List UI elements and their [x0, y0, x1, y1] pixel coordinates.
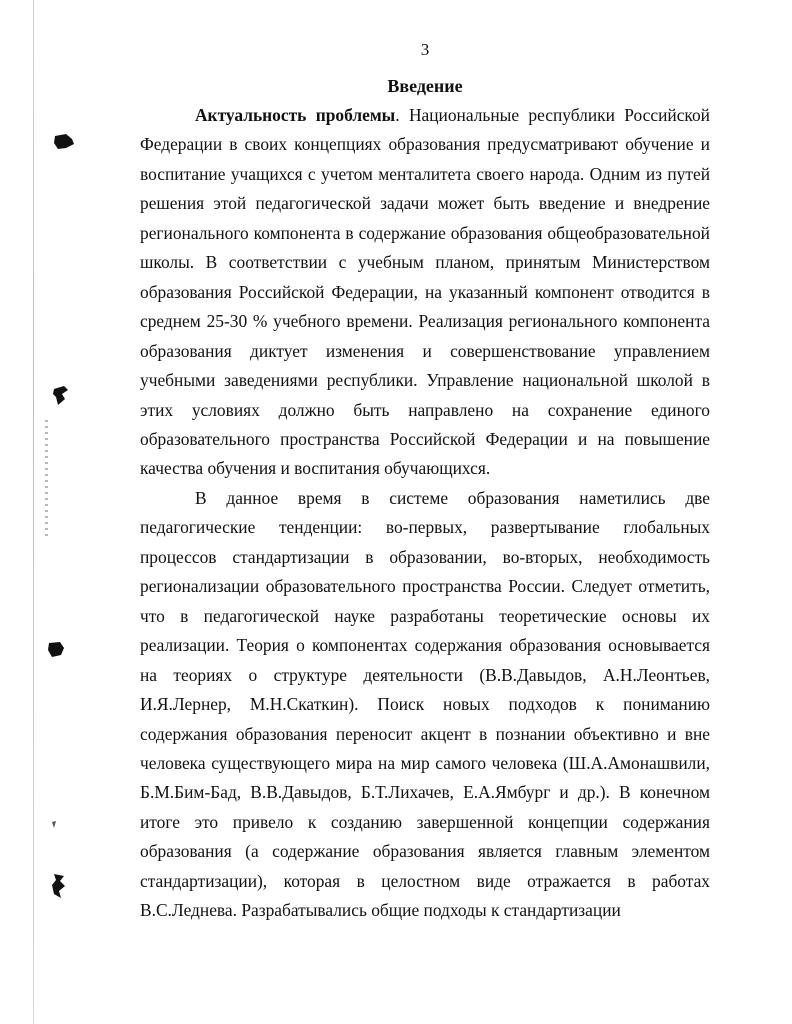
binding-hole-mark — [52, 385, 70, 407]
paragraph-text: . Национальные республики Российской Федерации в своих концепциях образования предусматривают обучение и воспитание учащихся с учетом менталитета своего народа. Одним из путей решения этой педагогической задачи может быть введение и внедрение регионального компонента в содержание образования общеобразовательной школы. В соответствии с учебным планом, принятым Министерством образования Российской Федерации, на указанный компонент отводится в среднем 25-30 % учебного времени. Реализация регионального компонента образования диктует изменения и совершенствование управлением учебными заведениями республики. Управление национальной школой в этих условиях должно быть направлено на сохранение единого образовательного пространства Российской Федерации и на повышение качества обучения и воспитания обучающихся. — [140, 105, 710, 479]
page-number: 3 — [420, 40, 430, 59]
small-speck — [50, 820, 58, 830]
binding-hole-mark — [46, 640, 66, 660]
binding-hole-mark — [50, 872, 68, 900]
paragraph-text: В данное время в системе образования наметились две педагогические тенденции: во-первых, развертывание глобальных процессов стандартизации в образовании, во-вторых, необходимость регионализации образовательного пространства России. Следует отметить, что в педагогической науке разработаны теоретические основы их реализации. Теория о компонентах содержания образования основывается на теориях о структуре деятельности (В.В.Давыдов, А.Н.Леонтьев, И.Я.Лернер, М.Н.Скаткин). Поиск новых подходов к пониманию содержания образования переносит акцент в познании объективно и вне человека существующего мира на мир самого человека (Ш.А.Амонашвили, Б.М.Бим-Бад, В.В.Давыдов, Б.Т.Лихачев, Е.А.Ямбург и др.). В конечном итоге это привело к созданию завершенной концепции содержания образования (а содержание образования является главным элементом стандартизации), которая в целостном виде отражается в работах В.С.Леднева. Разрабатывались общие подходы к стандартизации — [140, 487, 710, 921]
paragraph-lead: Актуальность проблемы — [195, 105, 396, 125]
binding-hole-mark — [52, 132, 76, 152]
paragraph — [140, 101, 710, 484]
scan-edge-line — [33, 0, 34, 1024]
body-text — [140, 101, 710, 926]
section-heading: Введение — [387, 76, 463, 96]
scan-dots — [45, 420, 48, 540]
paragraph — [140, 484, 710, 926]
